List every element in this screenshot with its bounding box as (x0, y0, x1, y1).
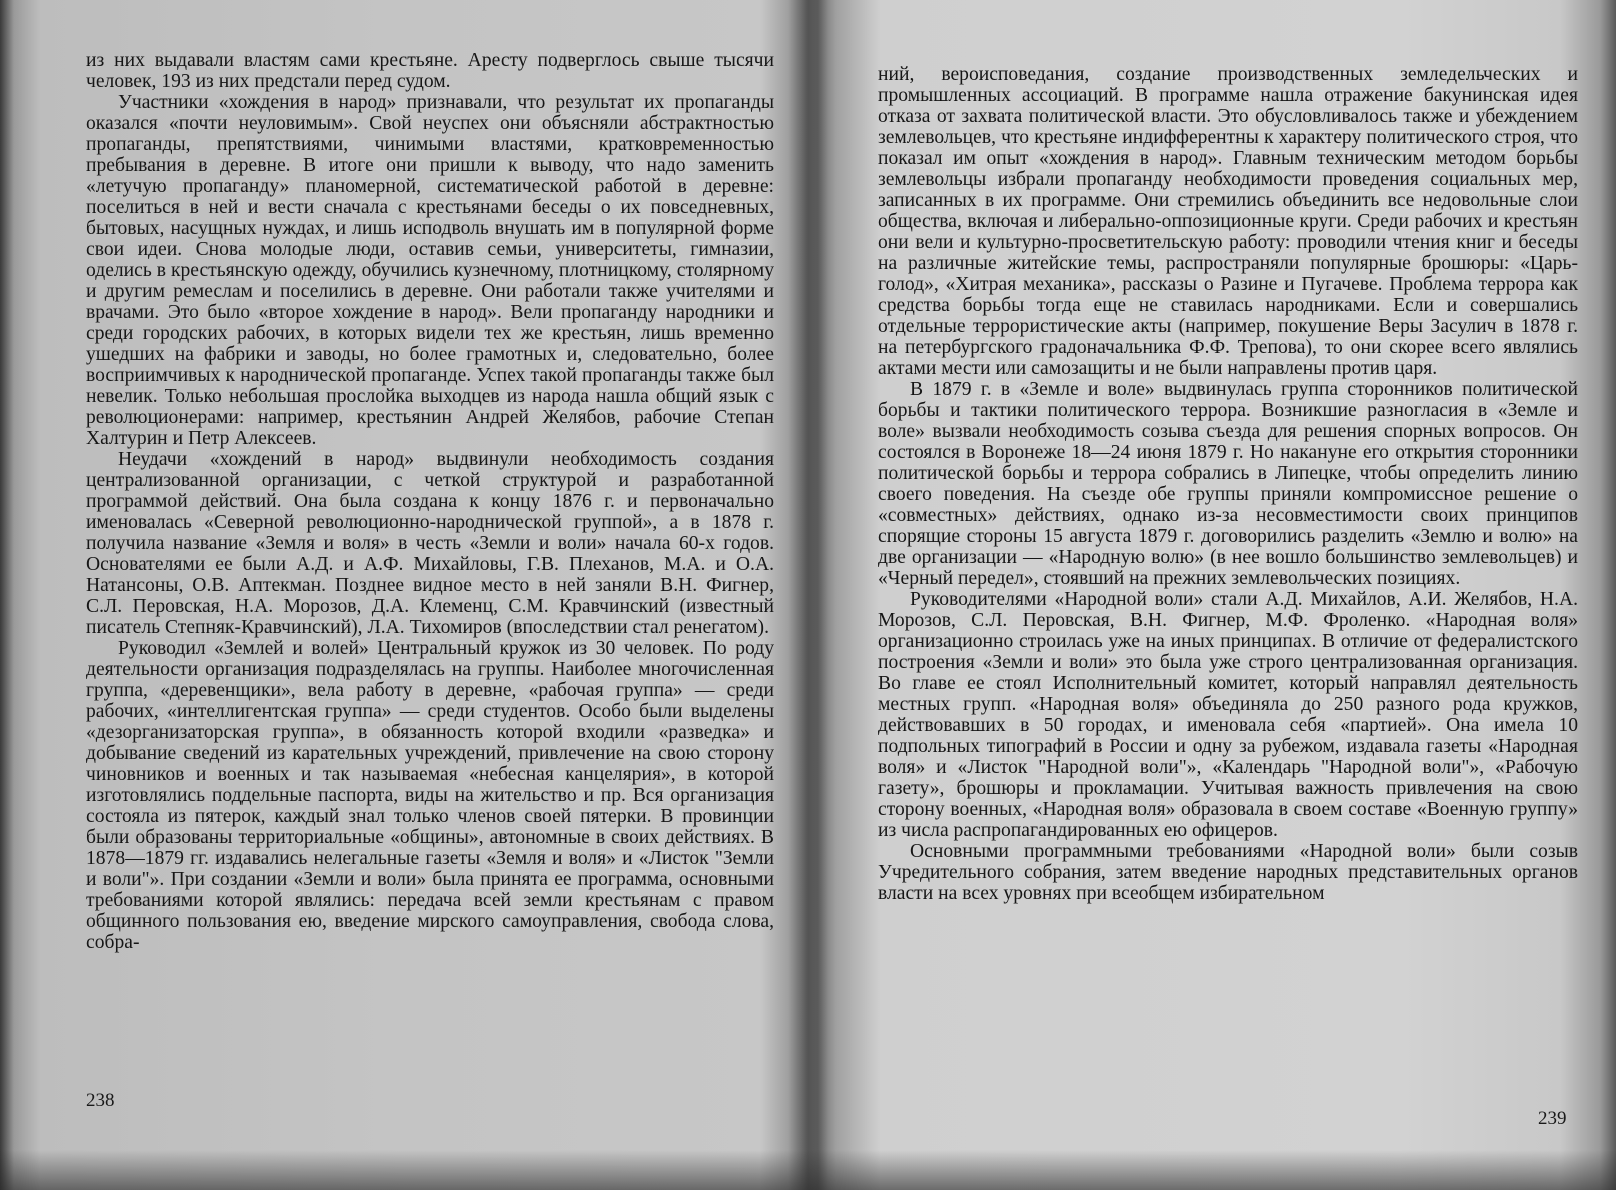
page-bottom-edge (0, 1150, 1616, 1190)
right-page (808, 0, 1616, 1190)
paragraph: ний, вероисповедания, создание производственных земледельческих и промышленных ассоциаций. В программе нашла отражение бакунинская идея отказа от захвата политической власти. Это обусловливалось также и убеждением землевольцев, что крестьяне индифферентны к характеру политического строя, что показал им опыт «хождения в народ». Главным техническим методом борьбы землевольцы избрали пропаганду необходимости проведения социальных мер, записанных в их программе. Они стремились объединить все недовольные слои общества, включая и либерально-оппозиционные круги. Среди рабочих и крестьян они вели и культурно-просветительскую работу: проводили чтения книг и беседы на различные житейские темы, распространяли популярные брошюры: «Царь-голод», «Хитрая механика», рассказы о Разине и Пугачеве. Проблема террора как средства борьбы тогда еще не ставилась народниками. Если и совершались отдельные террористические акты (например, покушение Веры Засулич в 1878 г. на петербургского градоначальника Ф.Ф. Трепова), то они скорее всего являлись актами мести или самозащиты и не были направлены против царя. (878, 64, 1578, 379)
right-page-text (878, 64, 1578, 904)
page-number: 239 (1538, 1108, 1567, 1129)
page-number: 238 (86, 1090, 115, 1111)
book-gutter (788, 0, 828, 1190)
paragraph: Участники «хождения в народ» признавали, что результат их пропаганды оказался «почти неуловимым». Свой неуспех они объясняли абстрактностью пропаганды, препятствиями, чинимыми властями, кратковременностью пребывания в деревне. В итоге они пришли к выводу, что надо заменить «летучую пропаганду» планомерной, систематической работой в деревне: поселиться в ней и вести сначала с крестьянами беседы о их повседневных, бытовых, насущных нуждах, и лишь исподволь внушать им в популярной форме свои идеи. Снова молодые люди, оставив семьи, университеты, гимназии, оделись в крестьянскую одежду, обучились кузнечному, плотницкому, столярному и другим ремеслам и поселились в деревне. Они работали также учителями и врачами. Это было «второе хождение в народ». Вели пропаганду народники и среди городских рабочих, в которых видели тех же крестьян, лишь временно ушедших на фабрики и заводы, но более грамотных и, следовательно, более восприимчивых к народнической пропаганде. Успех такой пропаганды также был невелик. Только небольшая прослойка выходцев из народа нашла общий язык с революционерами: например, крестьянин Андрей Желябов, рабочие Степан Халтурин и Петр Алексеев. (86, 92, 774, 449)
paragraph: В 1879 г. в «Земле и воле» выдвинулась группа сторонников политической борьбы и тактики политического террора. Возникшие разногласия в «Земле и воле» вызвали необходимость созыва съезда для решения спорных вопросов. Он состоялся в Воронеже 18—24 июня 1879 г. Но накануне его открытия сторонники политической борьбы и террора собрались в Липецке, чтобы определить линию своего поведения. На съезде обе группы приняли компромиссное решение о «совместных» действиях, однако из-за несовместимости своих принципов спорящие стороны 15 августа 1879 г. договорились разделить «Землю и волю» на две организации — «Народную волю» (в нее вошло большинство землевольцев) и «Черный передел», стоявший на прежних землевольческих позициях. (878, 379, 1578, 589)
left-page-text (86, 50, 774, 953)
paragraph: Неудачи «хождений в народ» выдвинули необходимость создания централизованной организации, с четкой структурой и разработанной программой действий. Она была создана к концу 1876 г. и первоначально именовалась «Северной революционно-народнической группой», а в 1878 г. получила название «Земля и воля» в честь «Земли и воли» начала 60-х годов. Основателями ее были А.Д. и А.Ф. Михайловы, Г.В. Плеханов, М.А. и О.А. Натансоны, О.В. Аптекман. Позднее видное место в ней заняли В.Н. Фигнер, С.Л. Перовская, Н.А. Морозов, Д.А. Клеменц, С.М. Кравчинский (известный писатель Степняк-Кравчинский), Л.А. Тихомиров (впоследствии стал ренегатом). (86, 449, 774, 638)
paragraph: из них выдавали властям сами крестьяне. Аресту подверглось свыше тысячи человек, 193 из них предстали перед судом. (86, 50, 774, 92)
paragraph: Руководителями «Народной воли» стали А.Д. Михайлов, А.И. Желябов, Н.А. Морозов, С.Л. Перовская, В.Н. Фигнер, М.Ф. Фроленко. «Народная воля» организационно строилась уже на иных принципах. В отличие от федералистского построения «Земли и воли» это была уже строго централизованная организация. Во главе ее стоял Исполнительный комитет, который направлял деятельность местных групп. «Народная воля» объединяла до 250 разного рода кружков, действовавших в 50 городах, и именовала себя «партией». Она имела 10 подпольных типографий в России и одну за рубежом, издавала газеты «Народная воля» и «Листок "Народной воли"», «Календарь "Народной воли"», «Рабочую газету», брошюры и прокламации. Учитывая важность привлечения на свою сторону военных, «Народная воля» образовала в своем составе «Военную группу» из числа распропагандированных ею офицеров. (878, 589, 1578, 841)
paragraph: Основными программными требованиями «Народной воли» были созыв Учредительного собрания, затем введение народных представительных органов власти на всех уровнях при всеобщем избирательном (878, 841, 1578, 904)
paragraph: Руководил «Землей и волей» Центральный кружок из 30 человек. По роду деятельности организация подразделялась на группы. Наиболее многочисленная группа, «деревенщики», вела работу в деревне, «рабочая группа» — среди рабочих, «интеллигентская группа» — среди студентов. Особо были выделены «дезорганизаторская группа», в обязанность которой входили «разведка» и добывание сведений из карательных учреждений, привлечение на свою сторону чиновников и военных и так называемая «небесная канцелярия», в которой изготовлялись поддельные паспорта, виды на жительство и пр. Вся организация состояла из пятерок, каждый знал только членов своей пятерки. В провинции были образованы территориальные «общины», автономные в своих действиях. В 1878—1879 гг. издавались нелегальные газеты «Земля и воля» и «Листок "Земли и воли"». При создании «Земли и воли» была принята ее программа, основными требованиями которой являлись: передача всей земли крестьянам с правом общинного пользования ею, введение мирского самоуправления, свобода слова, собра- (86, 638, 774, 953)
